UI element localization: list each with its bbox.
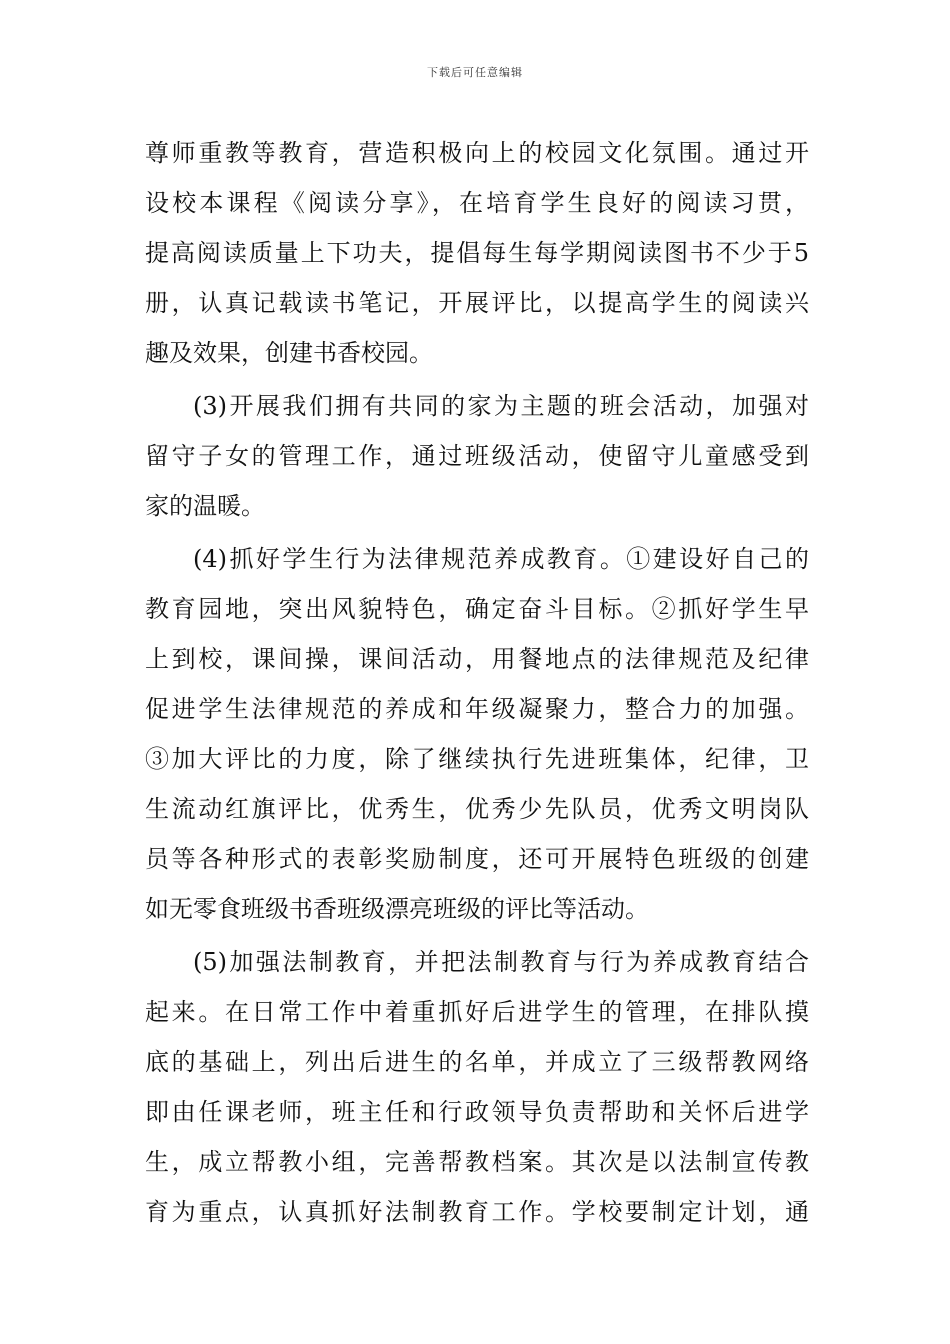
paragraph-2 [145, 381, 809, 531]
text-line: 如无零食班级书香班级漂亮班级的评比等活动。 [145, 895, 649, 923]
text-line: 趣及效果，创建书香校园。 [145, 339, 433, 367]
text-line: 生，成立帮教小组，完善帮教档案。其次是以法制宣传教 [145, 1148, 809, 1176]
text-line: 育为重点，认真抓好法制教育工作。学校要制定计划，通 [145, 1198, 809, 1226]
text-line: 家的温暖。 [145, 492, 265, 520]
page-header-note: 下载后可任意编辑 [427, 66, 523, 79]
text-line: (4)抓好学生行为法律规范养成教育。①建设好自己的 [193, 545, 809, 573]
text-line: 促进学生法律规范的养成和年级凝聚力，整合力的加强。 [145, 695, 809, 723]
text-line: 生流动红旗评比，优秀生，优秀少先队员，优秀文明岗队 [145, 795, 809, 823]
text-line: 底的基础上，列出后进生的名单，并成立了三级帮教网络 [145, 1048, 809, 1076]
text-line: 留守子女的管理工作，通过班级活动，使留守儿童感受到 [145, 442, 809, 470]
text-line: (5)加强法制教育，并把法制教育与行为养成教育结合 [193, 948, 809, 976]
text-line: 教育园地，突出风貌特色，确定奋斗目标。②抓好学生早 [145, 595, 809, 623]
text-line: ③加大评比的力度，除了继续执行先进班集体，纪律，卫 [145, 745, 809, 773]
text-line: 提高阅读质量上下功夫，提倡每生每学期阅读图书不少于5 [145, 239, 809, 267]
text-line: 上到校，课间操，课间活动，用餐地点的法律规范及纪律 [145, 645, 809, 673]
document-body [145, 128, 809, 1237]
paragraph-4 [145, 937, 809, 1237]
paragraph-1 [145, 128, 809, 378]
text-line: 设校本课程《阅读分享》，在培育学生良好的阅读习贯， [145, 189, 809, 217]
text-line: 即由任课老师，班主任和行政领导负责帮助和关怀后进学 [145, 1098, 809, 1126]
text-line: 册，认真记载读书笔记，开展评比，以提高学生的阅读兴 [145, 289, 809, 317]
text-line: 尊师重教等教育，营造积极向上的校园文化氛围。通过开 [145, 139, 809, 167]
text-line: (3)开展我们拥有共同的家为主题的班会活动，加强对 [193, 392, 809, 420]
text-line: 员等各种形式的表彰奖励制度，还可开展特色班级的创建 [145, 845, 809, 873]
text-line: 起来。在日常工作中着重抓好后进学生的管理，在排队摸 [145, 998, 809, 1026]
paragraph-3 [145, 534, 809, 934]
